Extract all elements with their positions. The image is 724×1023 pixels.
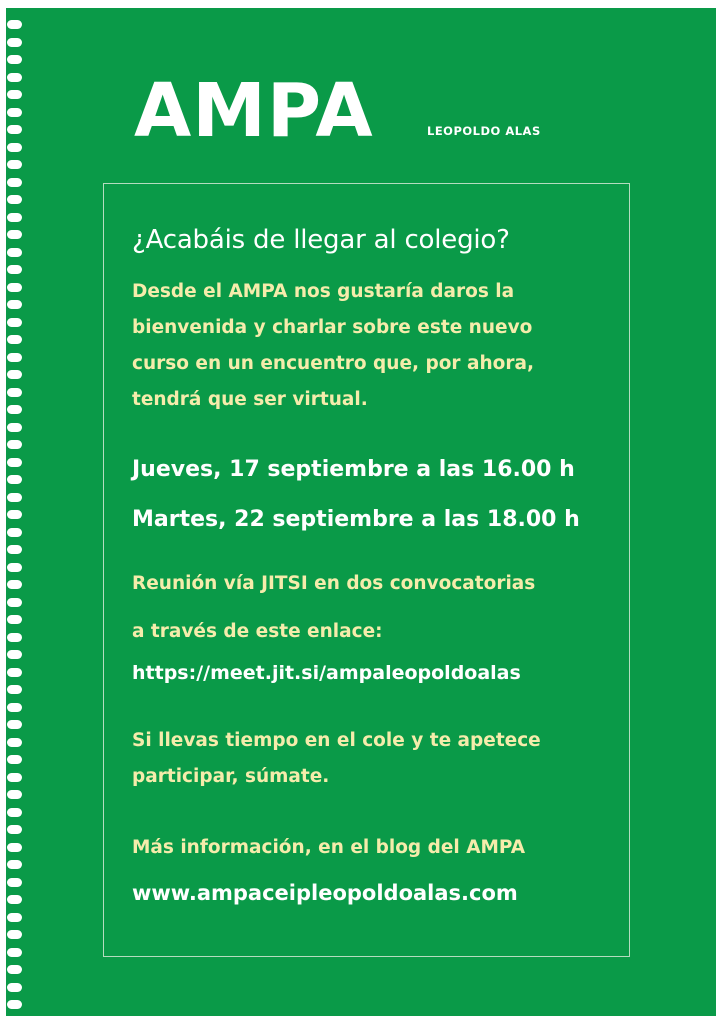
binder-hole (7, 248, 22, 257)
binder-hole (7, 650, 22, 659)
intro-line: curso en un encuentro que, por ahora, (132, 353, 534, 374)
binder-hole (7, 300, 22, 309)
intro-line: tendrá que ser virtual. (132, 389, 368, 410)
binder-hole (7, 1000, 22, 1009)
binder-hole (7, 493, 22, 502)
binder-hole (7, 895, 22, 904)
binder-hole (7, 370, 22, 379)
binder-hole (7, 860, 22, 869)
binder-hole (7, 720, 22, 729)
meeting-link[interactable]: https://meet.jit.si/ampaleopoldoalas (132, 662, 521, 684)
binder-holes (0, 20, 22, 1015)
binder-hole (7, 510, 22, 519)
binder-hole (7, 633, 22, 642)
binder-hole (7, 265, 22, 274)
binder-hole (7, 773, 22, 782)
intro-line: Desde el AMPA nos gustaría daros la (132, 281, 515, 302)
binder-hole (7, 545, 22, 554)
binder-hole (7, 125, 22, 134)
meeting-info-line: a través de este enlace: (132, 621, 383, 642)
binder-hole (7, 755, 22, 764)
binder-hole (7, 790, 22, 799)
brand-school: LEOPOLDO ALAS (427, 124, 541, 138)
binder-hole (7, 475, 22, 484)
binder-hole (7, 178, 22, 187)
binder-hole (7, 143, 22, 152)
brand-name: AMPA (134, 68, 374, 154)
intro-paragraph (132, 274, 534, 418)
binder-hole (7, 440, 22, 449)
poster-heading: ¿Acabáis de llegar al colegio? (132, 225, 510, 255)
binder-hole (7, 738, 22, 747)
binder-hole (7, 983, 22, 992)
binder-hole (7, 318, 22, 327)
binder-hole (7, 843, 22, 852)
binder-hole (7, 195, 22, 204)
join-paragraph (132, 723, 541, 795)
binder-hole (7, 405, 22, 414)
binder-hole (7, 965, 22, 974)
binder-hole (7, 563, 22, 572)
binder-hole (7, 878, 22, 887)
binder-hole (7, 230, 22, 239)
binder-hole (7, 598, 22, 607)
binder-hole (7, 580, 22, 589)
meeting-date-2: Martes, 22 septiembre a las 18.00 h (132, 507, 580, 532)
binder-hole (7, 528, 22, 537)
intro-line: bienvenida y charlar sobre este nuevo (132, 317, 533, 338)
binder-hole (7, 353, 22, 362)
binder-hole (7, 930, 22, 939)
binder-hole (7, 335, 22, 344)
binder-hole (7, 73, 22, 82)
binder-hole (7, 38, 22, 47)
binder-hole (7, 668, 22, 677)
binder-hole (7, 615, 22, 624)
binder-hole (7, 913, 22, 922)
meeting-info-line: Reunión vía JITSI en dos convocatorias (132, 573, 536, 594)
join-line: Si llevas tiempo en el cole y te apetece (132, 730, 541, 751)
binder-hole (7, 685, 22, 694)
binder-hole (7, 948, 22, 957)
meeting-date-1: Jueves, 17 septiembre a las 16.00 h (132, 457, 575, 482)
binder-hole (7, 388, 22, 397)
website-link[interactable]: www.ampaceipleopoldoalas.com (132, 881, 518, 905)
binder-hole (7, 90, 22, 99)
binder-hole (7, 423, 22, 432)
binder-hole (7, 808, 22, 817)
more-info-text: Más información, en el blog del AMPA (132, 837, 526, 858)
binder-hole (7, 108, 22, 117)
binder-hole (7, 283, 22, 292)
binder-hole (7, 160, 22, 169)
binder-hole (7, 55, 22, 64)
binder-hole (7, 703, 22, 712)
binder-hole (7, 825, 22, 834)
binder-hole (7, 458, 22, 467)
join-line: participar, súmate. (132, 766, 330, 787)
binder-hole (7, 20, 22, 29)
binder-hole (7, 213, 22, 222)
